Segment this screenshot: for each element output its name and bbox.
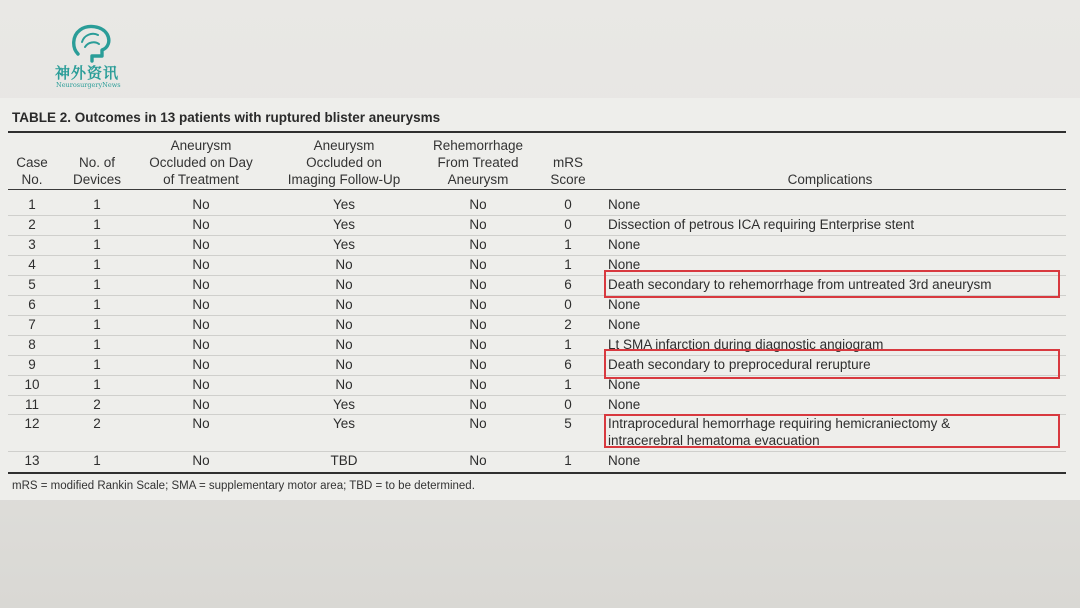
cell-mrs-score: 1: [564, 453, 572, 468]
cell-occluded-followup: No: [335, 277, 353, 292]
cell-occluded-day: No: [192, 217, 210, 232]
cell-occluded-day: No: [192, 277, 210, 292]
cell-complications: None: [608, 317, 641, 332]
cell-rehemorrhage: No: [469, 337, 487, 352]
cell-case-no: 13: [24, 453, 40, 468]
table-row: [8, 376, 1066, 396]
cell-case-no: 10: [24, 377, 40, 392]
table-row: [8, 196, 1066, 216]
table-row: [8, 316, 1066, 336]
cell-complications: Death secondary to preprocedural rerupture: [608, 357, 871, 372]
cell-rehemorrhage: No: [469, 397, 487, 412]
cell-devices: 1: [93, 453, 101, 468]
cell-complications: Intraprocedural hemorrhage requiring hemicraniectomy & intracerebral hematoma evacuation: [608, 416, 951, 448]
cell-complications: None: [608, 453, 641, 468]
highlight-box-case-9: [604, 349, 1060, 379]
cell-case-no: 9: [28, 357, 36, 372]
cell-mrs-score: 2: [564, 317, 572, 332]
brain-head-icon: [68, 24, 114, 64]
cell-mrs-score: 0: [564, 197, 572, 212]
cell-devices: 1: [93, 297, 101, 312]
cell-devices: 1: [93, 337, 101, 352]
cell-complications: None: [608, 237, 641, 252]
cell-case-no: 6: [28, 297, 36, 312]
cell-complications: Lt SMA infarction during diagnostic angiogram: [608, 337, 884, 352]
cell-complications: None: [608, 397, 641, 412]
cell-rehemorrhage: No: [469, 277, 487, 292]
table-row: [8, 452, 1066, 471]
table-row: [8, 236, 1066, 256]
cell-occluded-day: No: [192, 397, 210, 412]
cell-occluded-day: No: [192, 357, 210, 372]
cell-devices: 1: [93, 357, 101, 372]
cell-mrs-score: 1: [564, 337, 572, 352]
table-footnote: mRS = modified Rankin Scale; SMA = supplementary motor area; TBD = to be determined.: [12, 480, 475, 492]
cell-devices: 2: [93, 397, 101, 412]
cell-devices: 1: [93, 277, 101, 292]
cell-occluded-day: No: [192, 337, 210, 352]
header-occluded-day-of-treatment: Aneurysm Occluded on Day of Treatment: [149, 138, 253, 187]
table-bottom-rule: [8, 472, 1066, 474]
header-no-of-devices: No. of Devices: [72, 155, 121, 187]
cell-occluded-day: No: [192, 197, 210, 212]
cell-rehemorrhage: No: [469, 453, 487, 468]
header-complications: Complications: [787, 172, 873, 187]
cell-case-no: 3: [28, 237, 36, 252]
cell-complications: None: [608, 257, 641, 272]
cell-complications: Death secondary to rehemorrhage from untreated 3rd aneurysm: [608, 277, 992, 292]
cell-case-no: 1: [28, 197, 36, 212]
logo: [52, 24, 144, 90]
cell-complications: None: [608, 297, 641, 312]
cell-case-no: 2: [28, 217, 36, 232]
cell-occluded-followup: No: [335, 297, 353, 312]
cell-rehemorrhage: No: [469, 237, 487, 252]
cell-occluded-day: No: [192, 297, 210, 312]
cell-mrs-score: 1: [564, 257, 572, 272]
cell-devices: 1: [93, 317, 101, 332]
cell-rehemorrhage: No: [469, 317, 487, 332]
cell-occluded-day: No: [192, 416, 210, 431]
cell-case-no: 5: [28, 277, 36, 292]
table-row: [8, 216, 1066, 236]
table-row: [8, 296, 1066, 316]
cell-rehemorrhage: No: [469, 217, 487, 232]
cell-occluded-followup: Yes: [332, 397, 356, 412]
cell-devices: 1: [93, 237, 101, 252]
table-header-rule: [8, 189, 1066, 190]
cell-devices: 1: [93, 377, 101, 392]
highlight-box-case-5: [604, 270, 1060, 298]
cell-case-no: 7: [28, 317, 36, 332]
highlight-box-case-12: [604, 414, 1060, 448]
cell-rehemorrhage: No: [469, 297, 487, 312]
cell-devices: 1: [93, 217, 101, 232]
cell-complications: Dissection of petrous ICA requiring Enterprise stent: [608, 217, 915, 232]
cell-occluded-followup: Yes: [332, 416, 356, 431]
cell-mrs-score: 6: [564, 277, 572, 292]
cell-rehemorrhage: No: [469, 377, 487, 392]
cell-case-no: 8: [28, 337, 36, 352]
cell-complications: None: [608, 197, 641, 212]
cell-rehemorrhage: No: [469, 357, 487, 372]
cell-devices: 1: [93, 197, 101, 212]
cell-mrs-score: 0: [564, 397, 572, 412]
cell-occluded-day: No: [192, 237, 210, 252]
header-case-no: Case No.: [16, 155, 48, 187]
table-top-rule: [8, 131, 1066, 133]
cell-occluded-followup: No: [335, 377, 353, 392]
cell-devices: 1: [93, 257, 101, 272]
cell-occluded-followup: TBD: [330, 453, 358, 468]
cell-case-no: 11: [24, 397, 39, 412]
cell-mrs-score: 1: [564, 377, 572, 392]
cell-mrs-score: 1: [564, 237, 572, 252]
header-rehemorrhage: Rehemorrhage From Treated Aneurysm: [432, 138, 524, 187]
cell-occluded-followup: Yes: [332, 217, 356, 232]
header-mrs-score: mRS Score: [550, 155, 586, 187]
cell-occluded-day: No: [192, 453, 210, 468]
cell-mrs-score: 0: [564, 297, 572, 312]
table-title: TABLE 2. Outcomes in 13 patients with ruptured blister aneurysms: [12, 110, 441, 125]
logo-english-text: NeurosurgeryNews: [56, 81, 121, 89]
cell-case-no: 4: [28, 257, 36, 272]
cell-occluded-day: No: [192, 377, 210, 392]
cell-occluded-day: No: [192, 257, 210, 272]
cell-occluded-followup: Yes: [332, 237, 356, 252]
header-occluded-imaging-followup: Aneurysm Occluded on Imaging Follow-Up: [287, 138, 401, 187]
cell-rehemorrhage: No: [469, 257, 487, 272]
cell-occluded-followup: No: [335, 257, 353, 272]
cell-occluded-followup: No: [335, 357, 353, 372]
logo-chinese-text: 神外资讯: [55, 64, 120, 82]
cell-occluded-followup: No: [335, 317, 353, 332]
cell-mrs-score: 6: [564, 357, 572, 372]
cell-occluded-followup: Yes: [332, 197, 356, 212]
cell-case-no: 12: [24, 416, 40, 431]
cell-complications: None: [608, 377, 641, 392]
cell-occluded-day: No: [192, 317, 210, 332]
cell-devices: 2: [93, 416, 101, 431]
cell-rehemorrhage: No: [469, 416, 487, 431]
table-row: [8, 396, 1066, 415]
cell-occluded-followup: No: [335, 337, 353, 352]
cell-mrs-score: 0: [564, 217, 572, 232]
cell-rehemorrhage: No: [469, 197, 487, 212]
cell-mrs-score: 5: [564, 416, 572, 431]
